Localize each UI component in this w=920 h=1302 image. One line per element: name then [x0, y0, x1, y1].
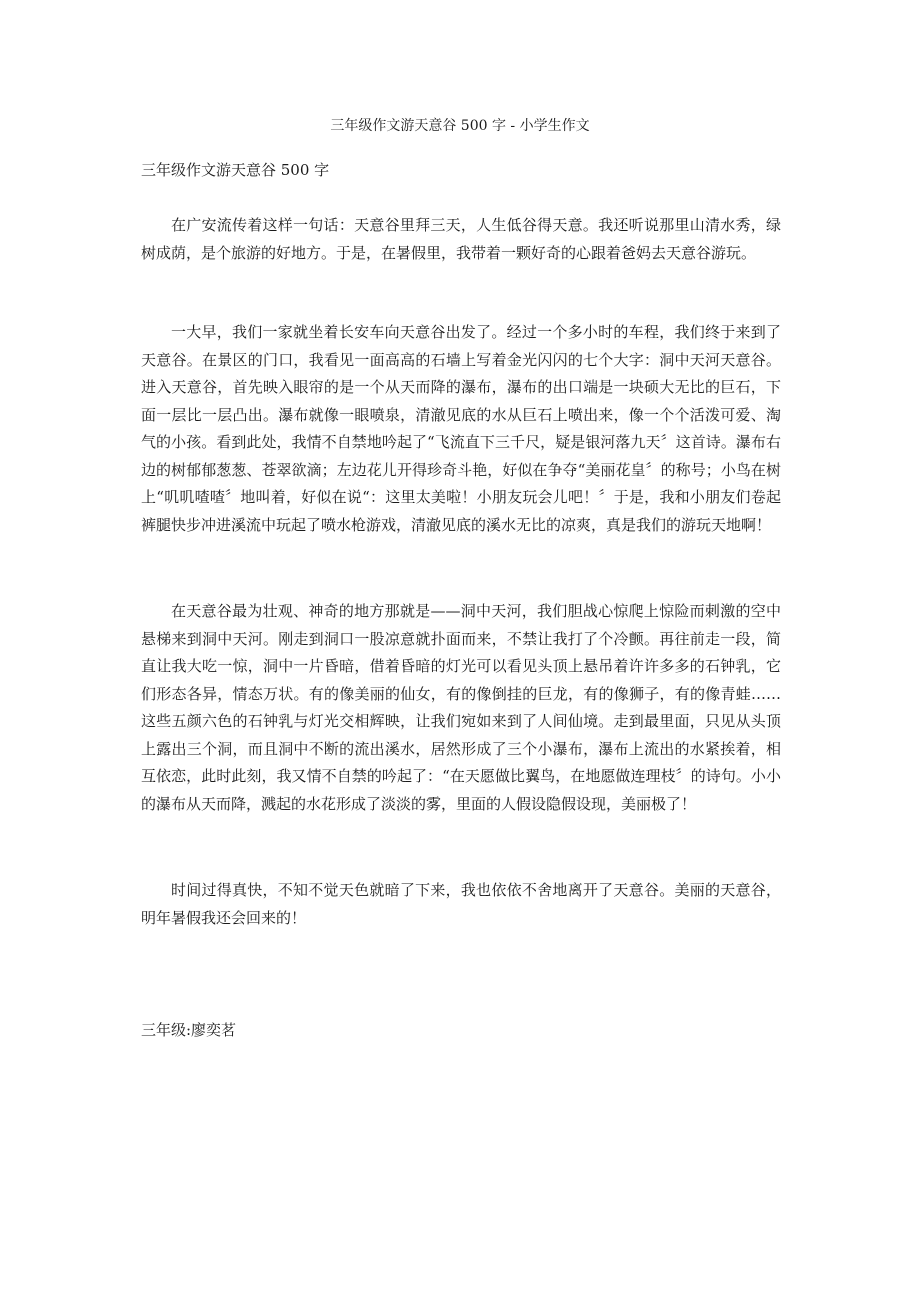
paragraph-conclusion: 时间过得真快，不知不觉天色就暗了下来，我也依依不舍地离开了天意谷。美丽的天意谷，明年暑假我还会回来的！: [141, 881, 781, 927]
paragraph-intro: 在广安流传着这样一句话：天意谷里拜三天，人生低谷得天意。我还听说那里山清水秀，绿树成荫，是个旅游的好地方。于是，在暑假里，我带着一颗好奇的心跟着爸妈去天意谷游玩。: [141, 216, 781, 262]
paragraph-cave-river: 在天意谷最为壮观、神奇的地方那就是——洞中天河，我们胆战心惊爬上惊险而刺激的空中悬梯来到洞中天河。刚走到洞口一股凉意就扑面而来，不禁让我打了个冷颤。再往前走一段，简直让我大吃一惊，洞中一片昏暗，借着昏暗的灯光可以看见头顶上悬吊着许许多多的石钟乳，它们形态各异，情态万状。有的像美丽的仙女，有的像倒挂的巨龙，有的像狮子，有的像青蛙……这些五颜六色的石钟乳与灯光交相辉映，让我们宛如来到了人间仙境。走到最里面，只见从头顶上露出三个洞，而且洞中不断的流出溪水，居然形成了三个小瀑布，瀑布上流出的水紧挨着，相互依恋，此时此刻，我又情不自禁的吟起了：“在天愿做比翼鸟，在地愿做连理枝〞的诗句。小小的瀑布从天而降，溅起的水花形成了淡淡的雾，里面的人假设隐假设现，美丽极了！: [141, 602, 781, 813]
paragraph-waterfall: 一大早，我们一家就坐着长安车向天意谷出发了。经过一个多小时的车程，我们终于来到了天意谷。在景区的门口，我看见一面高高的石墙上写着金光闪闪的七个大字：洞中天河天意谷。进入天意谷，首先映入眼帘的是一个从天而降的瀑布，瀑布的出口端是一块硕大无比的巨石，下面一层比一层凸出。瀑布就像一眼喷泉，清澈见底的水从巨石上喷出来，像一个个活泼可爱、淘气的小孩。看到此处，我情不自禁地吟起了“飞流直下三千尺，疑是银河落九天〞这首诗。瀑布右边的树郁郁葱葱、苍翠欲滴；左边花儿开得珍奇斗艳，好似在争夺“美丽花皇〞的称号；小鸟在树上“叽叽喳喳〞地叫着，好似在说“：这里太美啦！小朋友玩会儿吧！〞于是，我和小朋友们卷起裤腿快步冲进溪流中玩起了喷水枪游戏，清澈见底的溪水无比的凉爽，真是我们的游玩天地啊！: [141, 323, 781, 534]
author-signature: 三年级:廖奕茗: [141, 1021, 237, 1039]
essay-heading: 三年级作文游天意谷 500 字: [141, 161, 330, 179]
document-title: 三年级作文游天意谷 500 字 - 小学生作文: [330, 118, 590, 134]
